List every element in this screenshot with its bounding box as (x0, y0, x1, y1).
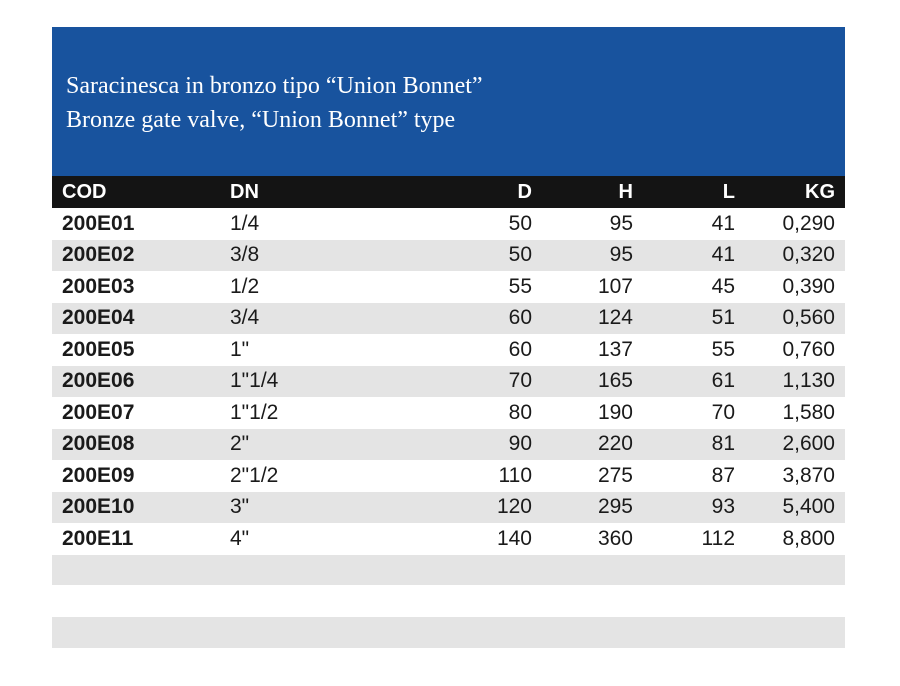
table-row (52, 492, 845, 524)
cell-l: 45 (711, 274, 735, 298)
cell-h: 165 (597, 369, 633, 393)
cell-kg: 2,600 (782, 432, 835, 456)
cell-d: 90 (508, 432, 532, 456)
cell-cod: 200E03 (62, 274, 135, 298)
cell-l: 41 (711, 211, 735, 235)
cell-l: 87 (711, 463, 735, 487)
col-header-d: D (382, 176, 532, 208)
cell-d: 110 (498, 463, 532, 487)
col-header-cod: COD (52, 176, 230, 208)
cell-cod: 200E02 (62, 243, 135, 267)
cell-d: 140 (496, 526, 532, 550)
table-row (52, 460, 845, 492)
cell-d: 60 (508, 337, 532, 361)
cell-d: 120 (496, 495, 532, 519)
title-banner (52, 27, 845, 176)
table-row (52, 271, 845, 303)
cell-cod: 200E04 (62, 306, 135, 330)
cell-h: 295 (597, 495, 633, 519)
cell-dn: 1" (230, 337, 250, 361)
cell-d: 50 (508, 211, 532, 235)
cell-cod: 200E06 (62, 369, 135, 393)
product-title-english: Bronze gate valve, “Union Bonnet” type (66, 107, 456, 133)
cell-cod: 200E11 (62, 526, 134, 550)
cell-dn: 3" (230, 495, 250, 519)
cell-h: 190 (597, 400, 633, 424)
cell-cod: 200E07 (62, 400, 135, 424)
product-title-italian: Saracinesca in bronzo tipo “Union Bonnet” (66, 73, 483, 99)
table-row (52, 523, 845, 555)
cell-l: 81 (711, 432, 735, 456)
cell-kg: 1,580 (782, 400, 835, 424)
table-row (52, 429, 845, 461)
cell-l: 112 (701, 526, 735, 550)
cell-h: 275 (597, 463, 633, 487)
cell-d: 70 (508, 369, 532, 393)
col-header-dn: DN (230, 176, 382, 208)
cell-kg: 5,400 (782, 495, 835, 519)
cell-dn: 2"1/2 (230, 463, 279, 487)
cell-h: 137 (597, 337, 633, 361)
empty-stripe-bar (52, 555, 845, 585)
cell-kg: 8,800 (782, 526, 835, 550)
cell-kg: 0,560 (782, 306, 835, 330)
cell-dn: 1/4 (230, 211, 260, 235)
col-header-l: L (633, 176, 735, 208)
cell-kg: 0,760 (782, 337, 835, 361)
cell-h: 95 (609, 211, 633, 235)
cell-l: 93 (711, 495, 735, 519)
cell-dn: 1/2 (230, 274, 260, 298)
col-header-h: H (532, 176, 633, 208)
cell-cod: 200E09 (62, 463, 135, 487)
cell-h: 107 (597, 274, 633, 298)
cell-dn: 3/8 (230, 243, 260, 267)
cell-kg: 0,390 (782, 274, 835, 298)
cell-kg: 0,320 (782, 243, 835, 267)
datasheet (52, 27, 845, 648)
cell-h: 124 (597, 306, 633, 330)
table-row (52, 366, 845, 398)
table-row (52, 397, 845, 429)
cell-l: 41 (711, 243, 735, 267)
table-header-row (52, 176, 845, 208)
cell-d: 55 (508, 274, 532, 298)
cell-cod: 200E08 (62, 432, 135, 456)
cell-cod: 200E10 (62, 495, 135, 519)
col-header-kg: KG (735, 176, 845, 208)
table-row (52, 240, 845, 272)
cell-dn: 1"1/2 (230, 400, 279, 424)
cell-l: 70 (711, 400, 735, 424)
footer-stripe-bar (52, 617, 845, 648)
cell-h: 95 (609, 243, 633, 267)
cell-kg: 0,290 (782, 211, 835, 235)
cell-cod: 200E05 (62, 337, 135, 361)
cell-d: 50 (508, 243, 532, 267)
cell-dn: 1"1/4 (230, 369, 279, 393)
table-row (52, 208, 845, 240)
cell-h: 220 (597, 432, 633, 456)
cell-l: 51 (711, 306, 735, 330)
table-row (52, 334, 845, 366)
cell-l: 61 (711, 369, 735, 393)
cell-d: 80 (508, 400, 532, 424)
spec-table (52, 176, 845, 555)
cell-kg: 3,870 (782, 463, 835, 487)
cell-dn: 4" (230, 526, 250, 550)
cell-cod: 200E01 (62, 211, 135, 235)
cell-dn: 3/4 (230, 306, 260, 330)
cell-d: 60 (508, 306, 532, 330)
table-row (52, 303, 845, 335)
cell-kg: 1,130 (782, 369, 835, 393)
cell-dn: 2" (230, 432, 250, 456)
cell-l: 55 (711, 337, 735, 361)
cell-h: 360 (597, 526, 633, 550)
